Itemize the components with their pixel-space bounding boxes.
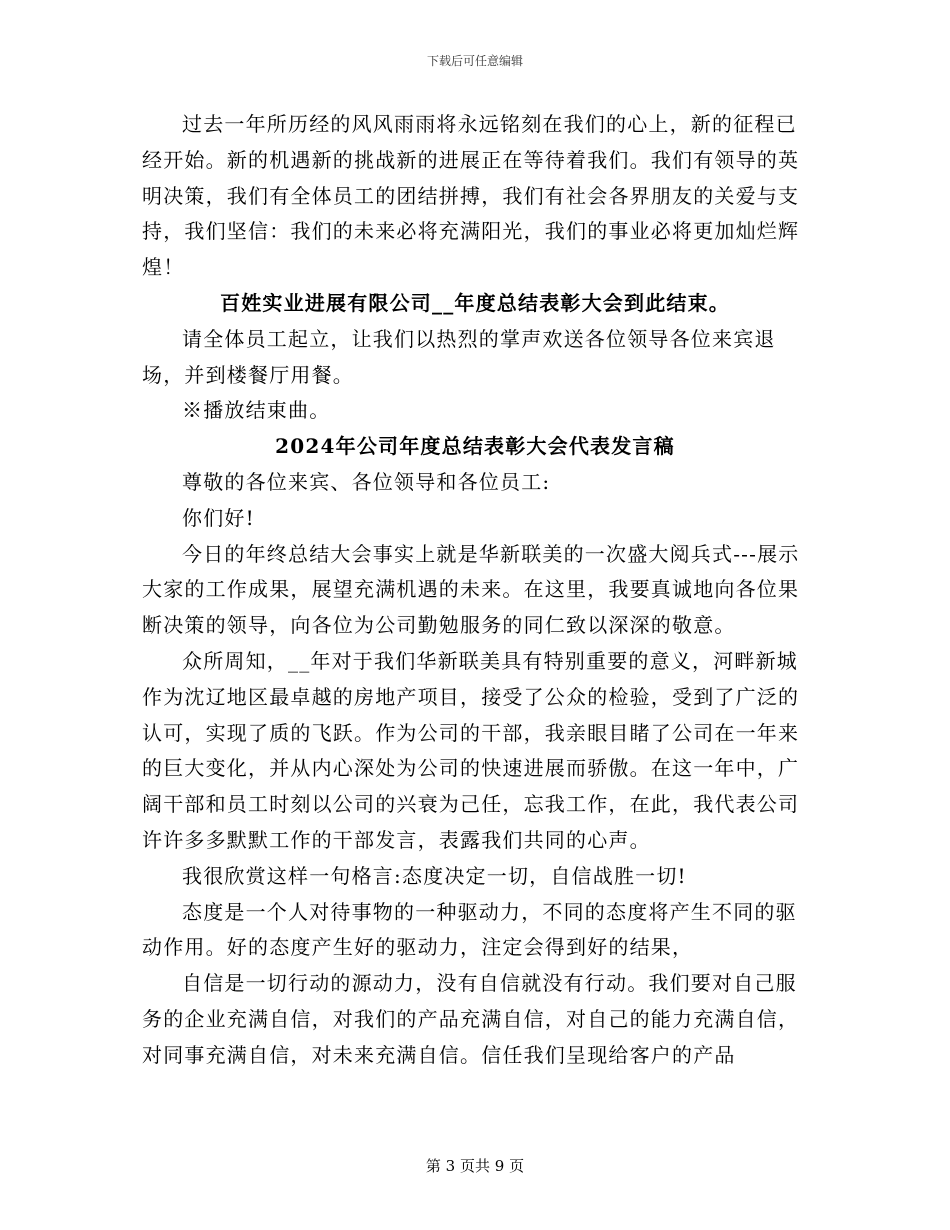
body-paragraph: 今日的年终总结大会事实上就是华新联美的一次盛大阅兵式---展示大家的工作成果，展望充满机遇的未来。在这里，我要真诚地向各位果断决策的领导，向各位为公司勤勉服务的同仁致以深深的敬意。 [142,541,800,638]
music-note: ※播放结束曲。 [182,398,331,423]
salutation: 尊敬的各位来宾、各位领导和各位员工: [182,469,551,494]
page-header-note: 下载后可任意编辑 [426,54,523,68]
speech-title: 2024年公司年度总结表彰大会代表发言稿 [275,434,675,459]
document-body [142,107,808,1074]
motto-paragraph: 我很欣赏这样一句格言:态度决定一切，自信战胜一切! [182,863,687,888]
greeting: 你们好! [182,505,255,530]
body-paragraph: 众所周知，__年对于我们华新联美具有特别重要的意义，河畔新城作为沈辽地区最卓越的房地产项目，接受了公众的检验，受到了广泛的认可，实现了质的飞跃。作为公司的干部，我亲眼目睹了公司在一年来的巨大变化，并从内心深处为公司的快速进展而骄傲。在这一年中，广阔干部和员工时刻以公司的兴衰为己任，忘我工作，在此，我代表公司许许多多默默工作的干部发言，表露我们共同的心声。 [142,648,800,852]
farewell-paragraph: 请全体员工起立，让我们以热烈的掌声欢送各位领导各位来宾退场，并到楼餐厅用餐。 [142,326,776,387]
body-paragraph: 自信是一切行动的源动力，没有自信就没有行动。我们要对自己服务的企业充满自信，对我们的产品充满自信，对自己的能力充满自信，对同事充满自信，对未来充满自信。信任我们呈现给客户的产品 [142,971,800,1067]
body-paragraph: 态度是一个人对待事物的一种驱动力，不同的态度将产生不同的驱动作用。好的态度产生好的驱动力，注定会得到好的结果， [142,899,797,960]
page-number: 第 3 页共 9 页 [425,1157,525,1175]
closing-paragraph: 过去一年所历经的风风雨雨将永远铭刻在我们的心上，新的征程已经开始。新的机遇新的挑战新的进展正在等待着我们。我们有领导的英明决策，我们有全体员工的团结拼搏，我们有社会各界朋友的关爱与支持，我们坚信：我们的未来必将充满阳光，我们的事业必将更加灿烂辉煌！ [142,112,800,280]
meeting-end-announcement: 百姓实业进展有限公司__年度总结表彰大会到此结束。 [220,290,730,315]
